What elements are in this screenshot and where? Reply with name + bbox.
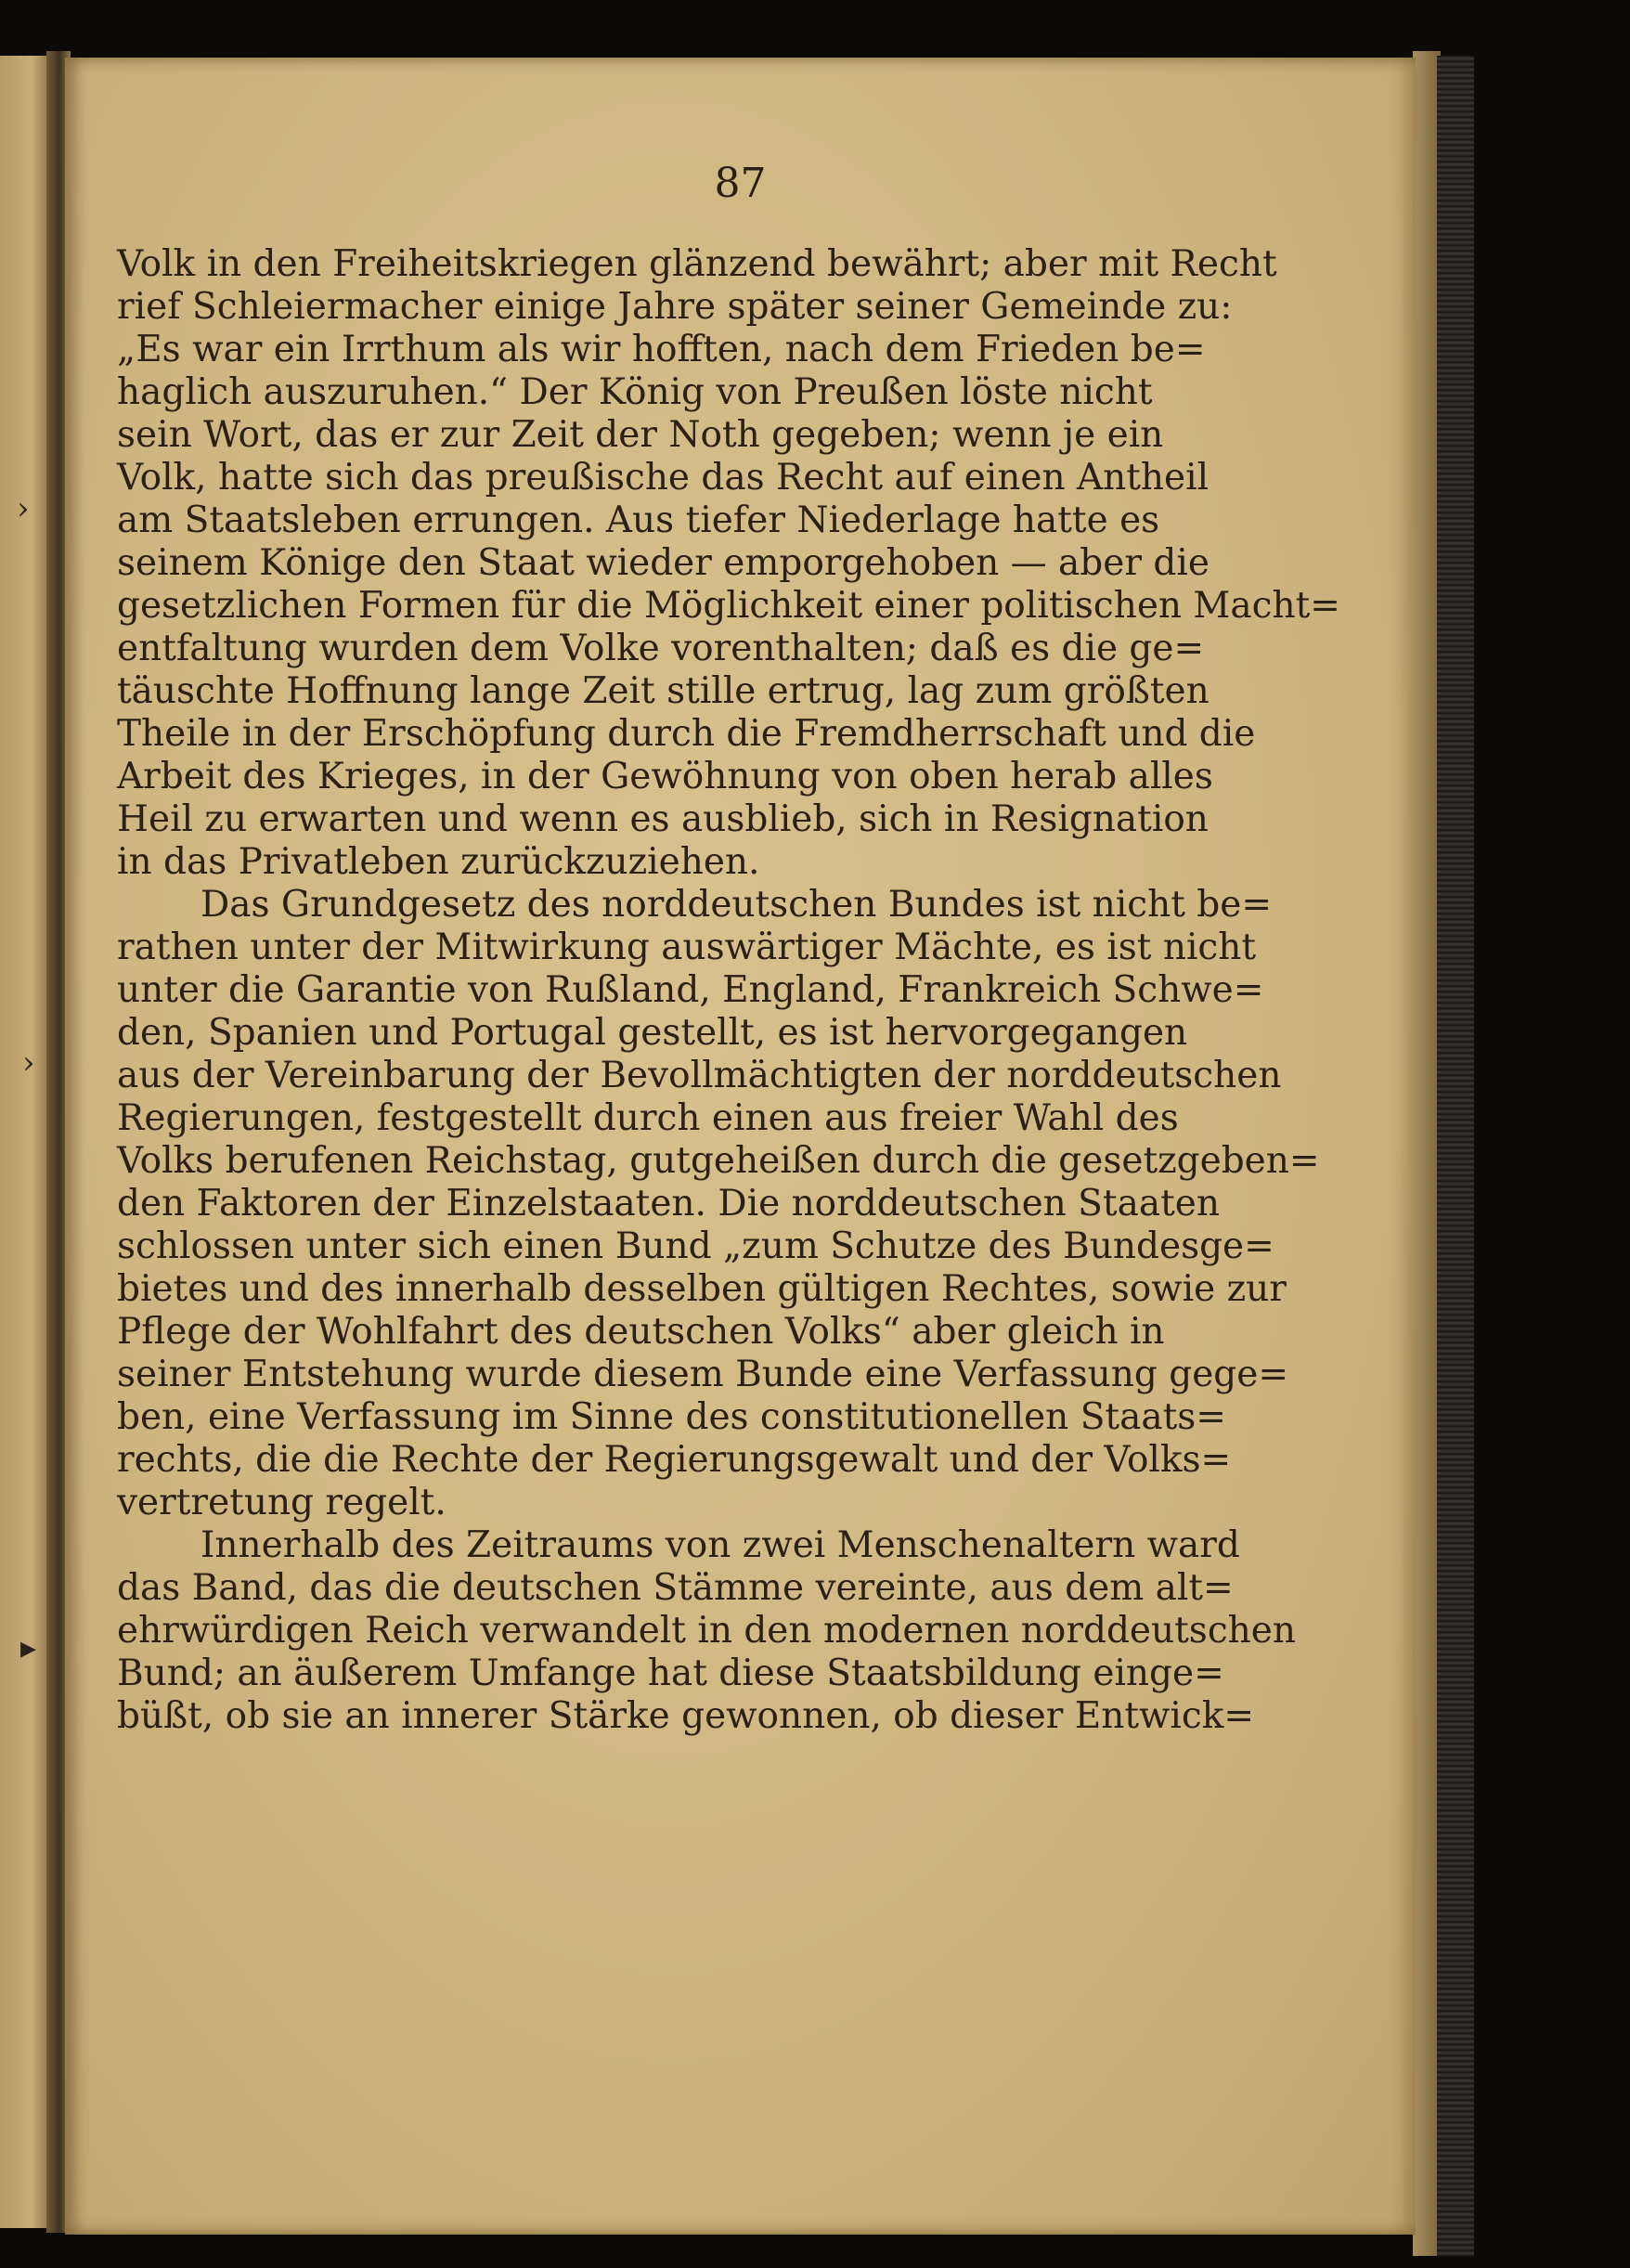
text-line: haglich auszuruhen.“ Der König von Preußen löste nicht xyxy=(117,371,1153,413)
text-line: Volk, hatte sich das preußische das Recht auf einen Antheil xyxy=(117,457,1210,499)
text-line: am Staatsleben errungen. Aus tiefer Niederlage hatte es xyxy=(117,499,1160,541)
text-line: unter die Garantie von Rußland, England, Frankreich Schwe= xyxy=(117,969,1264,1011)
text-line: ben, eine Verfassung im Sinne des constitutionellen Staats= xyxy=(117,1396,1226,1438)
text-line: ehrwürdigen Reich verwandelt in den modernen norddeutschen xyxy=(117,1610,1296,1652)
book-binding xyxy=(1437,56,1474,2256)
text-line: Regierungen, festgestellt durch einen aus freier Wahl des xyxy=(117,1097,1179,1139)
text-line: bietes und des innerhalb desselben gültigen Rechtes, sowie zur xyxy=(117,1268,1287,1310)
text-line: Volks berufenen Reichstag, gutgeheißen durch die gesetzgeben= xyxy=(117,1140,1320,1182)
paragraph-start-line: Das Grundgesetz des norddeutschen Bundes ist nicht be= xyxy=(201,884,1273,926)
text-line: rathen unter der Mitwirkung auswärtiger Mächte, es ist nicht xyxy=(117,927,1257,968)
text-line: seiner Entstehung wurde diesem Bunde eine Verfassung gege= xyxy=(117,1354,1288,1395)
book-page xyxy=(65,58,1416,2235)
paragraph-start-line: Innerhalb des Zeitraums von zwei Menschenaltern ward xyxy=(201,1524,1240,1566)
text-line: schlossen unter sich einen Bund „zum Schutze des Bundesge= xyxy=(117,1225,1274,1267)
text-line: büßt, ob sie an innerer Stärke gewonnen, ob dieser Entwick= xyxy=(117,1695,1255,1737)
text-line: gesetzlichen Formen für die Möglichkeit einer politischen Macht= xyxy=(117,585,1340,627)
text-line: das Band, das die deutschen Stämme vereinte, aus dem alt= xyxy=(117,1567,1234,1609)
left-page-edge xyxy=(0,56,52,2228)
page-text xyxy=(117,243,1340,1738)
text-line: rechts, die die Rechte der Regierungsgewalt und der Volks= xyxy=(117,1439,1232,1481)
page-number: 87 xyxy=(714,160,767,207)
margin-mark: › xyxy=(22,1044,35,1082)
text-line: Theile in der Erschöpfung durch die Fremdherrschaft und die xyxy=(117,713,1256,755)
text-line: den Faktoren der Einzelstaaten. Die norddeutschen Staaten xyxy=(117,1183,1220,1225)
text-line: vertretung regelt. xyxy=(117,1482,446,1523)
text-line: Pflege der Wohlfahrt des deutschen Volks“ aber gleich in xyxy=(117,1311,1165,1353)
text-line: Heil zu erwarten und wenn es ausblieb, sich in Resignation xyxy=(117,798,1209,840)
text-line: entfaltung wurden dem Volke vorenthalten; daß es die ge= xyxy=(117,628,1205,669)
margin-mark: › xyxy=(17,490,30,527)
text-line: sein Wort, das er zur Zeit der Noth gegeben; wenn je ein xyxy=(117,414,1164,456)
text-line: täuschte Hoffnung lange Zeit stille ertrug, lag zum größten xyxy=(117,670,1210,712)
text-line: Volk in den Freiheitskriegen glänzend bewährt; aber mit Recht xyxy=(117,243,1277,285)
text-line: seinem Könige den Staat wieder emporgehoben — aber die xyxy=(117,542,1210,584)
margin-arrow: ▸ xyxy=(20,1629,37,1666)
text-line: Arbeit des Krieges, in der Gewöhnung von oben herab alles xyxy=(117,756,1213,797)
text-line: rief Schleiermacher einige Jahre später seiner Gemeinde zu: xyxy=(117,286,1233,328)
text-line: „Es war ein Irrthum als wir hofften, nach dem Frieden be= xyxy=(117,329,1206,370)
text-line: in das Privatleben zurückzuziehen. xyxy=(117,841,760,883)
text-line: den, Spanien und Portugal gestellt, es ist hervorgegangen xyxy=(117,1012,1188,1054)
text-line: aus der Vereinbarung der Bevollmächtigten der norddeutschen xyxy=(117,1055,1282,1096)
text-line: Bund; an äußerem Umfange hat diese Staatsbildung einge= xyxy=(117,1652,1224,1694)
